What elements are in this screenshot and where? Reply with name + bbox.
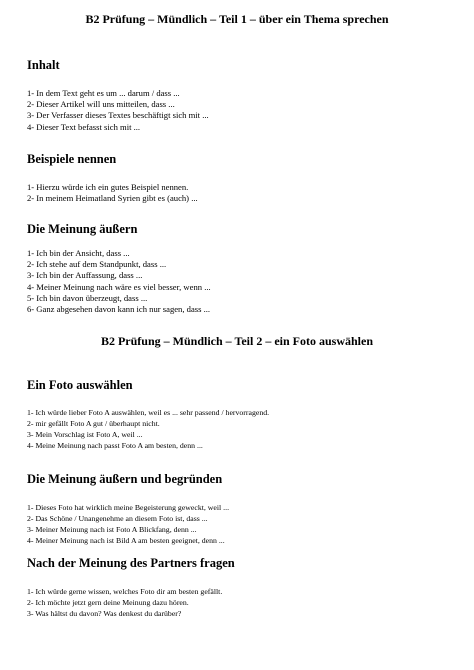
list-meinung: [27, 248, 211, 315]
section-heading-beispiele: Beispiele nennen: [27, 152, 117, 166]
list-item: 2- mir gefällt Foto A gut / überhaupt nicht.: [27, 419, 160, 428]
list-item: 2- In meinem Heimatland Syrien gibt es (auch) ...: [27, 193, 198, 204]
section-heading-meinung: Die Meinung äußern: [27, 222, 138, 236]
list-item: 6- Ganz abgesehen davon kann ich nur sagen, dass ...: [27, 304, 211, 315]
list-item: 1- In dem Text geht es um ... darum / dass ...: [27, 88, 180, 98]
list-beispiele: [27, 182, 198, 204]
list-item: 1- Ich würde gerne wissen, welches Foto dir am besten gefällt.: [27, 587, 223, 596]
list-item: 4- Meiner Meinung nach wäre es viel besser, wenn ...: [27, 281, 211, 292]
list-item: 3- Was hältst du davon? Was denkest du darüber?: [27, 609, 182, 618]
part1-title: B2 Prüfung – Mündlich – Teil 1 – über ein Thema sprechen: [85, 12, 389, 26]
section-heading-foto-auswaehlen: Ein Foto auswählen: [27, 378, 133, 392]
list-item: 2- Dieser Artikel will uns mitteilen, dass ...: [27, 99, 175, 110]
part2-title: B2 Prüfung – Mündlich – Teil 2 – ein Foto auswählen: [100, 334, 374, 348]
list-item: 1- Ich bin der Ansicht, dass ...: [27, 248, 130, 258]
list-item: 1- Hierzu würde ich ein gutes Beispiel nennen.: [27, 182, 189, 192]
list-partner-fragen: [27, 586, 222, 619]
list-item: 3- Mein Vorschlag ist Foto A, weil ...: [27, 430, 143, 439]
section-heading-inhalt: Inhalt: [27, 58, 60, 72]
section-heading-partner-fragen: Nach der Meinung des Partners fragen: [27, 556, 235, 570]
list-item: 3- Der Verfasser dieses Textes beschäftigt sich mit ...: [27, 110, 209, 121]
list-item: 4- Dieser Text befasst sich mit ...: [27, 121, 141, 132]
section-heading-meinung-begruenden: Die Meinung äußern und begründen: [27, 472, 223, 486]
list-meinung-begruenden: [27, 502, 229, 546]
list-item: 5- Ich bin davon überzeugt, dass ...: [27, 292, 148, 303]
list-item: 2- Ich möchte jetzt gern deine Meinung dazu hören.: [27, 598, 189, 607]
list-item: 3- Meiner Meinung nach ist Foto A Blickfang, denn ...: [27, 525, 197, 534]
list-item: 2- Das Schöne / Unangenehme an diesem Foto ist, dass ...: [27, 514, 208, 523]
list-inhalt: [27, 88, 209, 133]
list-item: 2- Ich stehe auf dem Standpunkt, dass ...: [27, 259, 167, 270]
list-item: 4- Meine Meinung nach passt Foto A am besten, denn ...: [27, 441, 203, 450]
list-foto-auswaehlen: [27, 407, 269, 451]
list-item: 4- Meiner Meinung nach ist Bild A am besten geeignet, denn ...: [27, 536, 225, 545]
list-item: 1- Dieses Foto hat wirklich meine Begeisterung geweckt, weil ...: [27, 503, 230, 512]
list-item: 3- Ich bin der Auffassung, dass ...: [27, 270, 143, 281]
list-item: 1- Ich würde lieber Foto A auswählen, weil es ... sehr passend / hervorragend.: [27, 408, 270, 417]
